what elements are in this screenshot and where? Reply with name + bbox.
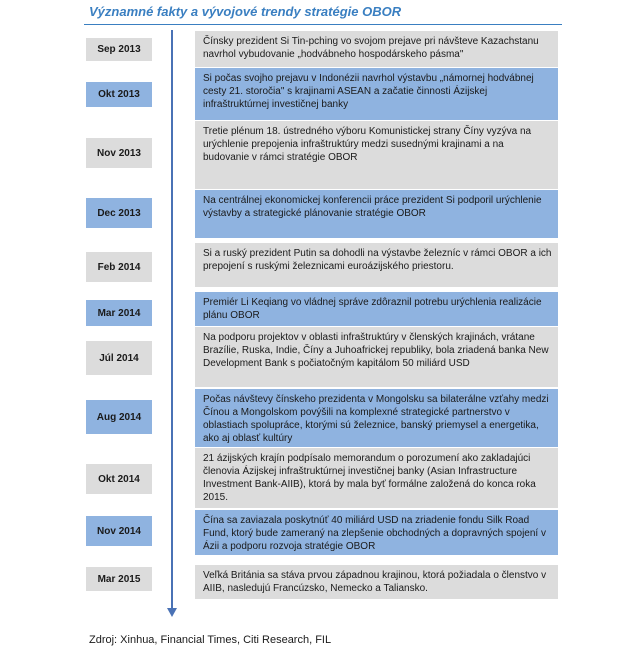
timeline-axis xyxy=(171,30,173,610)
timeline-event: Na centrálnej ekonomickej konferencii práce prezident Si podporil urýchlenie výstavby a strategické plánovanie stratégie OBOR xyxy=(195,190,558,238)
timeline-date: Júl 2014 xyxy=(86,341,152,375)
timeline-event: Na podporu projektov v oblasti infraštruktúry v členských krajinách, vrátane Brazílie, Ruska, Indie, Číny a Juhoafrickej republiky, bola zriadená banka New Development Bank s počiatočným kapitálom 50 miliárd USD xyxy=(195,327,558,387)
timeline-event: Tretie plénum 18. ústredného výboru Komunistickej strany Číny vyzýva na urýchlenie prepojenia infraštruktúry medzi susednými krajinami a na budovanie v rámci stratégie OBOR xyxy=(195,121,558,189)
timeline-event: Počas návštevy čínskeho prezidenta v Mongolsku sa bilaterálne vzťahy medzi Čínou a Mongolskom povýšili na komplexné strategické partnerstvo v oblastiach spolupráce, ktorými sú železnice, banský priemysel a energetika, ako aj oblasť kultúry xyxy=(195,389,558,447)
timeline-date: Feb 2014 xyxy=(86,252,152,282)
source-note: Zdroj: Xinhua, Financial Times, Citi Research, FIL xyxy=(89,634,332,646)
timeline-event: Si počas svojho prejavu v Indonézii navrhol výstavbu „námornej hodvábnej cesty 21. storočia" s krajinami ASEAN a začatie činnosti Ázijskej infraštruktúrnej investičnej banky xyxy=(195,68,558,120)
timeline-event: Premiér Li Keqiang vo vládnej správe zdôraznil potrebu urýchlenia realizácie plánu OBOR xyxy=(195,292,558,326)
timeline-date: Nov 2014 xyxy=(86,516,152,546)
title-underline xyxy=(84,24,562,25)
timeline-date: Mar 2015 xyxy=(86,567,152,591)
timeline-date: Nov 2013 xyxy=(86,138,152,168)
timeline-date: Okt 2013 xyxy=(86,82,152,107)
timeline-arrow-icon xyxy=(167,608,177,617)
page-title: Významné fakty a vývojové trendy stratégie OBOR xyxy=(89,4,402,19)
timeline-event: 21 ázijských krajín podpísalo memorandum o porozumení ako zakladajúci členovia Ázijskej infraštruktúrnej investičnej banky (Asian Infrastructure Investment Bank-AIIB), ktorá by mala byť formálne založená do konca roka 2015. xyxy=(195,448,558,508)
timeline-date: Mar 2014 xyxy=(86,300,152,326)
timeline-event: Čína sa zaviazala poskytnúť 40 miliárd USD na zriadenie fondu Silk Road Fund, ktorý bude zameraný na zlepšenie obchodných a dopravných spojení v Ázii a podporu rozvoja stratégie OBOR xyxy=(195,510,558,555)
timeline-date: Sep 2013 xyxy=(86,38,152,61)
timeline-event: Si a ruský prezident Putin sa dohodli na výstavbe železníc v rámci OBOR a ich prepojení s ruskými železnicami euroázijského priestoru. xyxy=(195,243,558,287)
timeline-event: Čínsky prezident Si Tin-pching vo svojom prejave pri návšteve Kazachstanu navrhol vybudovanie „hodvábneho hospodárskeho pásma" xyxy=(195,31,558,67)
timeline-date: Okt 2014 xyxy=(86,464,152,494)
timeline-date: Dec 2013 xyxy=(86,198,152,228)
timeline-date: Aug 2014 xyxy=(86,400,152,434)
timeline-event: Veľká Británia sa stáva prvou západnou krajinou, ktorá požiadala o členstvo v AIIB, nasledujú Francúzsko, Nemecko a Taliansko. xyxy=(195,565,558,599)
